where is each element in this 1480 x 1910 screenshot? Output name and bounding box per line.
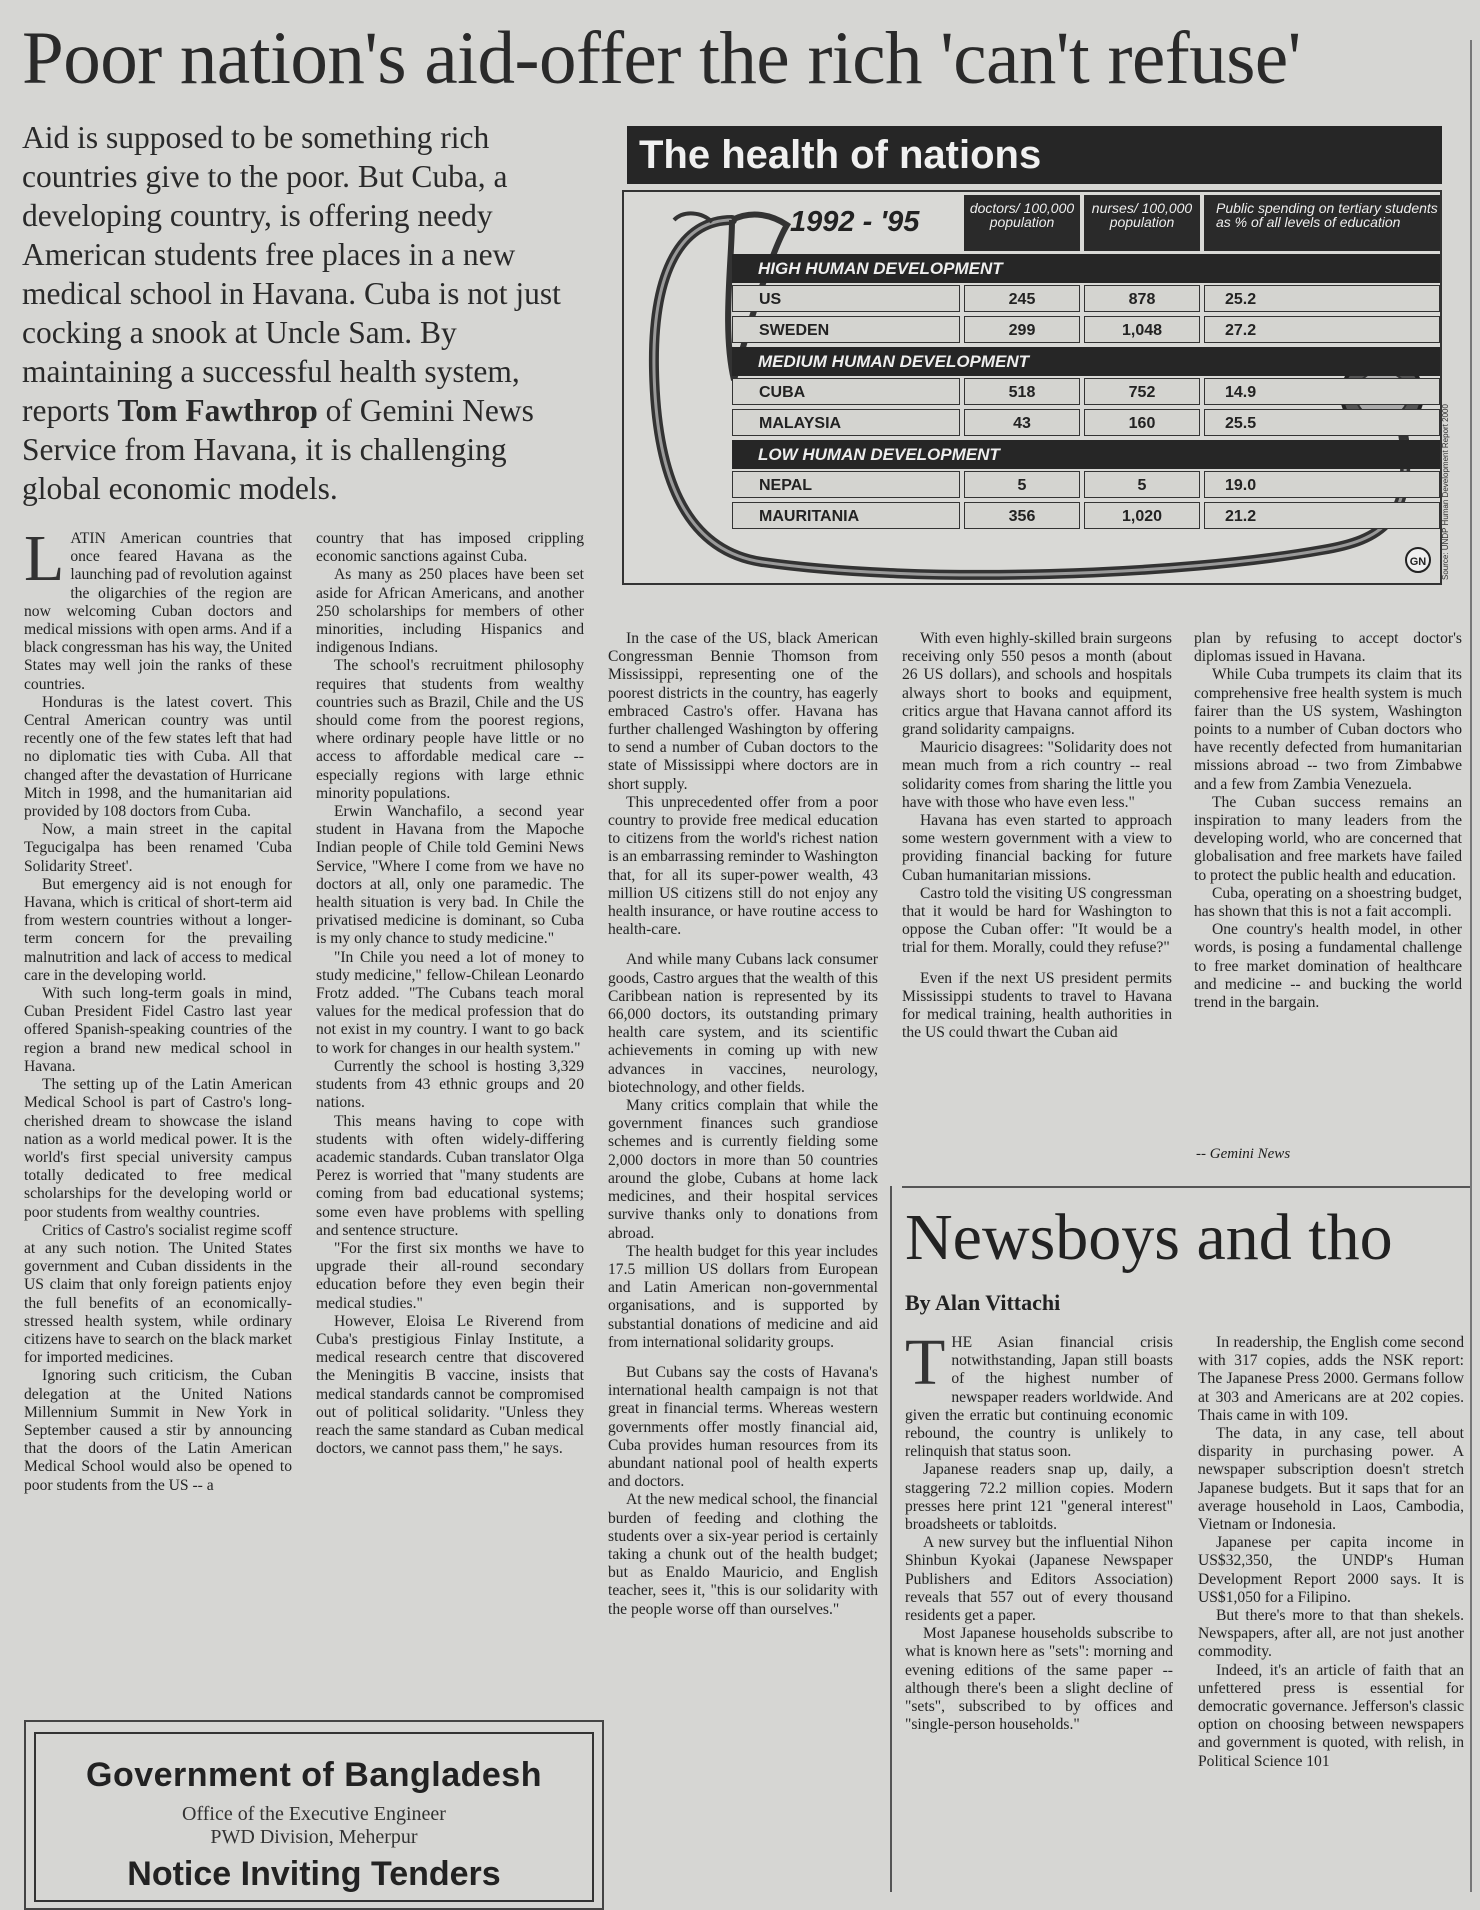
svg-text:GN: GN (1409, 556, 1427, 568)
paragraph: Honduras is the latest covert. This Central American country was until recently one of the few states left that had no diplomatic ties with Cuba. All that changed after the devastation of Hurricane Mitch in 1998, and the humanitarian aid provided by 108 doctors from Cuba. (24, 693, 292, 821)
paragraph: Ignoring such criticism, the Cuban delegation at the United Nations Millennium Summit in New York in September caused a stir by announcing that the doors of the Latin American Medical School would also be opened to poor students from the US -- a (24, 1367, 292, 1494)
table-row: MALAYSIA 43 160 25.5 (732, 409, 1440, 438)
standfirst-text: Aid is supposed to be something rich countries give to the poor. But Cuba, a developing country, is offering needy American students free places in a new medical school in Havana. Cuba is not just cocking a snook at Uncle Sam. By maintaining a successful health system, reports (22, 120, 561, 428)
header-doctors: doctors/ 100,000 population (964, 195, 1080, 251)
paragraph: Mauricio disagrees: "Solidarity does not mean much from a rich country -- real solidarity comes from sharing the little you have with those who have even less." (902, 739, 1172, 811)
article-column-2 (316, 530, 584, 1458)
paragraph: In the case of the US, black American Congressman Bennie Thomson from Mississippi, representing one of the poorest districts in the country, has eagerly embraced Castro's offer. Havana has further challenged Washington by offering to send a number of Cuban doctors to the state of Mississippi where doctors are in short supply. (608, 630, 878, 793)
section-divider (902, 1186, 1470, 1188)
paragraph: THE Asian financial crisis notwithstanding, Japan still boasts of the highest number of newspaper readers worldwide. And given the erratic but continuing economic rebound, the country is unlikely to relinquish that status soon. (905, 1326, 1173, 1461)
paragraph: A new survey but the influential Nihon Shinbun Kyokai (Japanese Newspaper Publishers and Editors Association) reveals that 557 out of every thousand residents get a paper. (905, 1534, 1173, 1625)
article-column-4 (902, 630, 1172, 1042)
graphic-title: The health of nations (627, 126, 1442, 184)
paragraph: "In Chile you need a lot of money to study medicine," fellow-Chilean Leonardo Frotz added. "The Cubans teach moral values for the medical profession that do not exist in my country. I want to go back to work for changes in our health system." (316, 948, 584, 1057)
paragraph: And while many Cubans lack consumer goods, Castro argues that the wealth of this Caribbean nation is represented by its 66,000 doctors, its outstanding primary health care system, and its scientific achievements in coming up with new advances in vaccines, neurology, biotechnology, and other fields. (608, 951, 878, 1096)
paragraph: plan by refusing to accept doctor's diplomas issued in Havana. (1194, 630, 1462, 666)
tender-advertisement (34, 1732, 594, 1902)
paragraph: At the new medical school, the financial burden of feeding and clothing the students over a six-year period is certainly taking a chunk out of the health budget; but as Enaldo Mauricio, and English teacher, sees it, "this is our solidarity with the people worse off than ourselves." (608, 1491, 878, 1618)
author-name: Tom Fawthrop (117, 393, 318, 428)
paragraph: Currently the school is hosting 3,329 students from 43 ethnic groups and 20 nations. (316, 1057, 584, 1112)
paragraph: Havana has even started to approach some western government with a view to providing financial backing for future Cuban humanitarian missions. (902, 812, 1172, 884)
page-edge-rule (1470, 40, 1472, 1892)
paragraph: One country's health model, in other words, is posing a fundamental challenge to free market domination of healthcare and medicine -- and bucking the world trend in the bargain. (1194, 921, 1462, 1012)
paragraph: Critics of Castro's socialist regime scoff at any such notion. The United States government and Cuban dissidents in the US claim that only foreign patients enjoy the full benefits of an economically-stressed health system, while ordinary citizens have to search on the black market for imported medicines. (24, 1221, 293, 1367)
ad-notice: Notice Inviting Tenders (127, 1855, 501, 1893)
paragraph: Japanese readers snap up, daily, a staggering 72.2 million copies. Modern presses here print 121 "general interest" broadsheets or tabloitds. (905, 1461, 1173, 1534)
paragraph: Cuba, operating on a shoestring budget, has shown that this is not a fait accompli. (1194, 884, 1462, 921)
paragraph: But Cubans say the costs of Havana's international health campaign is not that great in financial terms. Whereas western governments offer mostly financial aid, Cuba provides human resources from its abundant national pool of health experts and doctors. (608, 1363, 878, 1491)
paragraph: Now, a main street in the capital Tegucigalpa has been renamed 'Cuba Solidarity Street'. (24, 821, 292, 875)
paragraph: Many critics complain that while the government finances such grandiose schemes and is currently fielding some 2,000 doctors in more than 50 countries around the globe, Cubans at home lack medicines, and their hospital services survive thanks only to donations from abroad. (608, 1097, 878, 1242)
table-header (732, 192, 1440, 254)
band-medium: MEDIUM HUMAN DEVELOPMENT (732, 347, 1440, 376)
band-high: HIGH HUMAN DEVELOPMENT (732, 254, 1440, 283)
header-spending: Public spending on tertiary students as % of all levels of education (1204, 195, 1440, 251)
paragraph: Indeed, it's an article of faith that an unfettered press is essential for democratic governance. Jefferson's classic option on choosing between newspapers and government is quoted, with relish, in Political Science 101 (1198, 1661, 1464, 1770)
paragraph: But emergency aid is not enough for Havana, which is critical of short-term aid from western countries without a longer-term concern for the prevailing malnutrition and lack of access to medical care in the developing world. (24, 875, 292, 984)
drop-cap: T (905, 1326, 946, 1399)
paragraph: As many as 250 places have been set aside for African Americans, and another 250 scholarships for members of other minorities, including Hispanics and indigenous Indians. (316, 566, 584, 657)
graphic-source: Source: UNDP Human Development Report 2000 (1441, 404, 1450, 580)
paragraph: The health budget for this year includes 17.5 million US dollars from European and Latin American non-governmental organisations, and is supported by substantial donations of medicine and aid from international solidarity groups. (608, 1242, 878, 1351)
paragraph: With such long-term goals in mind, Cuban President Fidel Castro last year offered Spanish-speaking countries of the region a brand new medical school in Havana. (24, 985, 292, 1075)
newsboys-column-2 (1198, 1334, 1464, 1771)
paragraph: This means having to cope with students with often widely-differing academic standards. Cuban translator Olga Perez is worried that "many students are coming from bad educational systems; some even have problems with spelling and sentence structure. (316, 1112, 584, 1239)
paragraph: Most Japanese households subscribe to what is known here as "sets": morning and evening editions of the same paper -- although there's been a slight decline of "sets", subscribed to by offices and "single-person households." (905, 1625, 1173, 1734)
paragraph: The data, in any case, tell about disparity in purchasing power. A newspaper subscription doesn't stretch Japanese budgets. But it saps that for an average household in Laos, Cambodia, Vietnam or Indonesia. (1198, 1425, 1464, 1534)
standfirst (22, 118, 590, 508)
paragraph: Castro told the visiting US congressman that it would be hard for Washington to oppose the Cuban offer: "It would be a trial for them. Morally, could they refuse?" (902, 884, 1172, 957)
table-row: CUBA 518 752 14.9 (732, 378, 1440, 407)
paragraph: This unprecedented offer from a poor country to provide free medical education to citizens from the world's richest nation is an embarrassing reminder to Washington that, for all its super-power wealth, 43 million US citizens still do not enjoy any health insurance, or have routine access to health-care. (608, 793, 878, 939)
paragraph: While Cuba trumpets its claim that its comprehensive free health system is much fairer than the US system, Washington points to a number of Cuban doctors who have recently defected from humanitarian missions abroad -- two from Zimbabwe and a few from Zambia Venezuela. (1194, 666, 1462, 793)
paragraph: In readership, the English come second with 317 copies, adds the NSK report: The Japanese Press 2000. Germans follow at 303 and Americans are at 202 copies. Thais came in with 109. (1198, 1334, 1464, 1424)
newsboys-headline: Newsboys and tho (905, 1201, 1393, 1274)
drop-cap: L (24, 522, 65, 595)
newsboys-column-1 (905, 1326, 1173, 1734)
column-rule (890, 1186, 892, 1892)
paragraph: LATIN American countries that once feared Havana as the launching pad of revolution against the oligarchies of the region are now welcoming Cuban doctors and medical missions with open arms. And if a black congressman has his way, the United States may well join the ranks of these countries. (24, 522, 292, 693)
paragraph: Japanese per capita income in US$32,350, the UNDP's Human Development Report 2000 says. It is US$1,050 for a Filipino. (1198, 1534, 1464, 1606)
ad-office: Office of the Executive Engineer (182, 1803, 446, 1825)
header-nurses: nurses/ 100,000 population (1084, 195, 1200, 251)
paragraph: The Cuban success remains an inspiration to many leaders from the developing world, who are concerned that globalisation and free markets have failed to protect the public health and education. (1194, 793, 1462, 884)
paragraph: The school's recruitment philosophy requires that students from wealthy countries such as Brazil, Chile and the US should come from the poorest regions, where ordinary people have little or no access to affordable medical care -- especially regions with large ethnic minority populations. (316, 657, 584, 802)
paragraph: With even highly-skilled brain surgeons receiving only 550 pesos a month (about 26 US dollars), and schools and hospitals always short to books and equipment, critics argue that Havana cannot afford its grand solidarity campaigns. (902, 630, 1172, 739)
paragraph: The setting up of the Latin American Medical School is part of Castro's long-cherished dream to showcase the island nation as a world medical power. It is the world's first special university campus totally dedicated to free medical scholarships for the developing world or poor students from wealthy countries. (24, 1076, 292, 1221)
main-headline: Poor nation's aid-offer the rich 'can't refuse' (22, 17, 1301, 100)
newsboys-byline: By Alan Vittachi (905, 1290, 1061, 1315)
article-column-1 (24, 522, 293, 1495)
paragraph: country that has imposed crippling economic sanctions against Cuba. (316, 530, 584, 566)
band-low: LOW HUMAN DEVELOPMENT (732, 440, 1440, 469)
table-row: NEPAL 5 5 19.0 (732, 471, 1440, 500)
paragraph: Even if the next US president permits Mississippi students to travel to Havana for medical training, health authorities in the US could thwart the Cuban aid (902, 969, 1172, 1042)
standfirst-text-end: of Gemini News Service from Havana, it is challenging global economic models. (22, 393, 534, 506)
paragraph: "For the first six months we have to upgrade their all-round secondary education before they even begin their medical studies." (316, 1239, 584, 1312)
paragraph: However, Eloisa Le Riverend from Cuba's prestigious Finlay Institute, a medical research centre that discovered the Meningitis B vaccine, insists that medical standards cannot be compromised out of political solidarity. "Unless they reach the same standard as Cuban medical doctors, we cannot pass them," he says. (316, 1312, 584, 1458)
ad-title: Government of Bangladesh (86, 1756, 542, 1794)
paragraph: But there's more to that than shekels. Newspapers, after all, are not just another commodity. (1198, 1607, 1464, 1661)
period-label: 1992 - '95 (790, 206, 920, 238)
article-column-5 (1194, 630, 1462, 1012)
table-row: SWEDEN 299 1,048 27.2 (732, 316, 1440, 345)
ad-division: PWD Division, Meherpur (210, 1826, 418, 1848)
article-column-3 (608, 630, 878, 1619)
table-row: MAURITANIA 356 1,020 21.2 (732, 502, 1440, 531)
article-signoff: -- Gemini News (1196, 1146, 1291, 1162)
paragraph: Erwin Wanchafilo, a second year student in Havana from the Mapoche Indian people of Chile told Gemini News Service, "Where I come from we have no doctors at all, only one paramedic. The health situation is very bad. In Chile the privatised medicine is dominant, so Cuba is my only chance to study medicine." (316, 803, 584, 948)
table-row: US 245 878 25.2 (732, 285, 1440, 314)
